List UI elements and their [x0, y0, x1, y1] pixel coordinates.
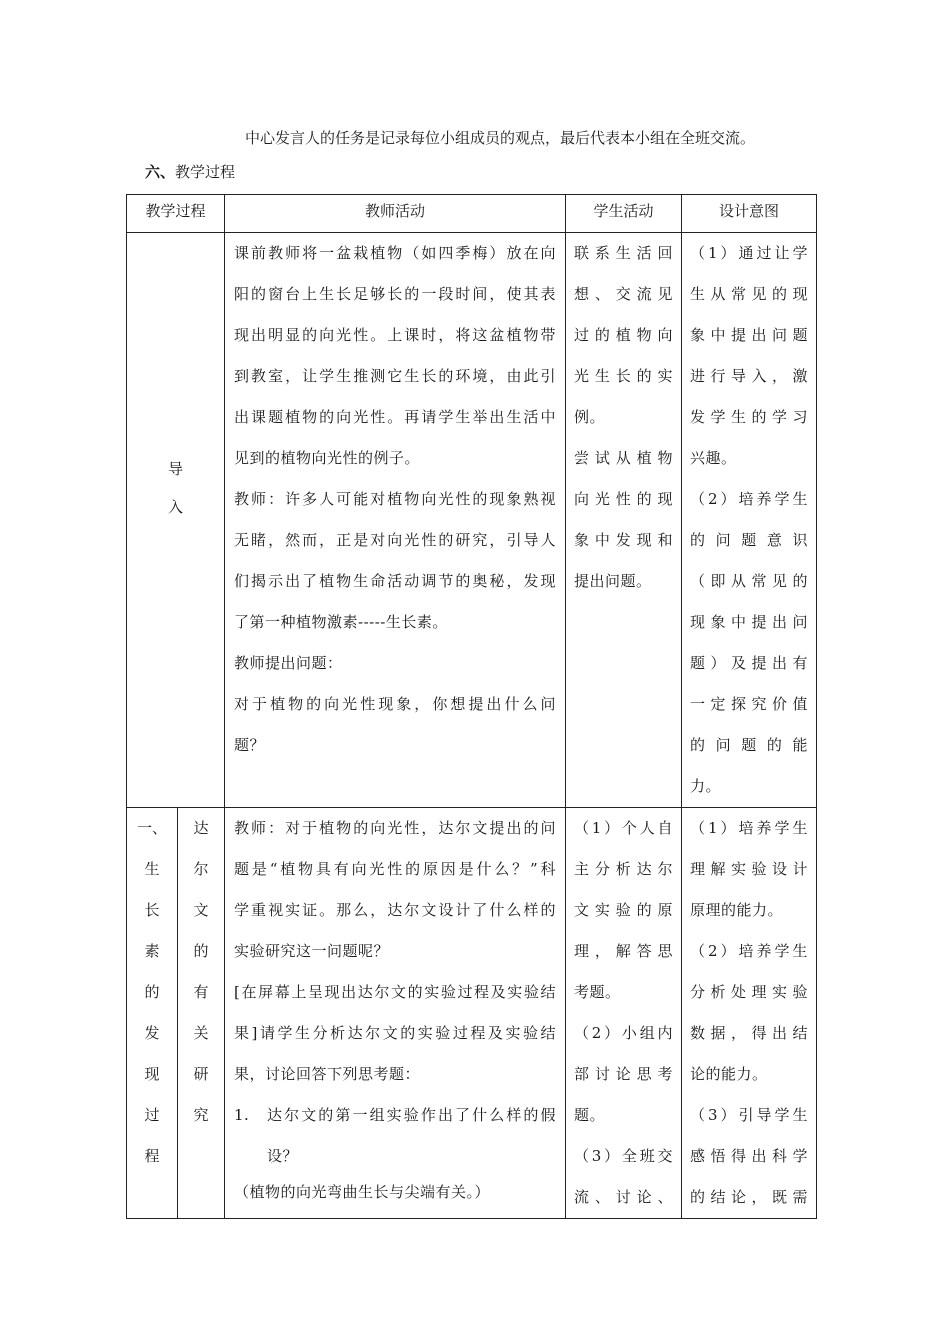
text-line: 果，讨论回答下列思考题：: [234, 1065, 421, 1083]
substage-char: 究: [193, 1106, 209, 1124]
text-line: 现象中提出问: [690, 613, 809, 631]
text-line: 尝试从植物: [574, 449, 674, 467]
substage-char: 尔: [193, 860, 209, 878]
text-line: 的结论，既需: [690, 1188, 809, 1206]
text-line: 发学生的学习: [690, 408, 809, 426]
stage-char: 发: [144, 1024, 160, 1042]
text-line: 文实验的原: [574, 901, 674, 919]
text-line: 提出问题。: [574, 572, 652, 590]
text-line: 理，解答思: [574, 942, 674, 960]
section-title: 教学过程: [175, 163, 236, 181]
substage-char: 关: [193, 1024, 209, 1042]
teacher-activity-darwin: [225, 808, 566, 1219]
text-line: 无睹，然而，正是对向光性的研究，引导人: [234, 531, 557, 549]
text-line: （3）引导学生: [690, 1106, 809, 1124]
header-design-intent: 设计意图: [682, 195, 817, 233]
text-line: 到教室，让学生推测它生长的环境，由此引: [234, 367, 557, 385]
text-line: 进行导入，激: [690, 367, 809, 385]
text-line: 象中发现和: [574, 531, 674, 549]
section-number: 六、: [145, 163, 176, 181]
text-line: 学重视实证。那么，达尔文设计了什么样的: [234, 901, 557, 919]
text-line: 论的能力。: [690, 1065, 768, 1083]
text-line: 例。: [574, 408, 606, 426]
text-line: 教师：许多人可能对植物向光性的现象熟视: [234, 490, 557, 508]
text-line: 流、讨论、: [574, 1188, 674, 1206]
text-line: （1）培养学生: [690, 819, 809, 837]
text-line: 想、交流见: [574, 285, 674, 303]
text-line: 题是“植物具有向光性的原因是什么？”科: [234, 860, 557, 878]
substage-char: 研: [193, 1065, 209, 1083]
table-row-auxin-discovery: [127, 808, 817, 1219]
text-line: 力。: [690, 777, 722, 795]
stage-char: 一、: [136, 819, 167, 837]
table-header-row: [127, 195, 817, 233]
answer-line: （植物的向光弯曲生长与尖端有关。）: [234, 1183, 491, 1201]
stage-char: 程: [144, 1147, 160, 1165]
text-line: 感悟得出科学: [690, 1147, 809, 1165]
teacher-activity-intro: [225, 233, 566, 808]
header-teacher-activity: 教师活动: [225, 195, 566, 233]
text-line: 果]请学生分析达尔文的实验过程及实验结: [234, 1024, 557, 1042]
question-item: [234, 1095, 556, 1177]
stage-introduction: [127, 233, 225, 808]
student-activity-intro: [566, 233, 682, 808]
header-student-activity: 学生活动: [566, 195, 682, 233]
text-line: 生从常见的现: [690, 285, 809, 303]
text-line: 一定探究价值: [690, 695, 809, 713]
text-line: 了第一种植物激素-----生长素。: [234, 613, 448, 631]
substage-darwin-research: [178, 808, 225, 1219]
text-line: 实验研究这一问题呢？: [234, 942, 390, 960]
design-intent-intro: [682, 233, 817, 808]
text-line: 们揭示出了植物生命活动调节的奥秘，发现: [234, 572, 557, 590]
text-line: （1）个人自: [574, 819, 674, 837]
teaching-process-table: [126, 194, 817, 1219]
text-line: 见到的植物向光性的例子。: [234, 449, 421, 467]
stage-char: 入: [168, 498, 184, 516]
text-line: （3）全班交: [574, 1147, 674, 1165]
stage-auxin-discovery: [127, 808, 178, 1219]
text-line: （2）小组内: [574, 1024, 674, 1042]
text-line: 兴趣。: [690, 449, 737, 467]
text-line: 对于植物的向光性现象，你想提出什么问: [234, 695, 557, 713]
stage-char: 生: [144, 860, 160, 878]
text-line: 题？: [234, 736, 266, 754]
header-stage: 教学过程: [127, 195, 225, 233]
design-intent-darwin: [682, 808, 817, 1219]
stage-char: 导: [168, 460, 184, 478]
text-line: 过的植物向: [574, 326, 674, 344]
text-line: 理解实验设计: [690, 860, 809, 878]
text-line: [在屏幕上呈现出达尔文的实验过程及实验结: [234, 983, 557, 1001]
text-line: 教师：对于植物的向光性，达尔文提出的问: [234, 819, 557, 837]
text-line: （2）培养学生: [690, 490, 809, 508]
text-line: 联系生活回: [574, 244, 674, 262]
text-line: （2）培养学生: [690, 942, 809, 960]
text-line: 向光性的现: [574, 490, 674, 508]
text-line: 阳的窗台上生长足够长的一段时间，使其表: [234, 285, 557, 303]
stage-char: 素: [144, 942, 160, 960]
text-line: 象中提出问题: [690, 326, 809, 344]
text-line: 现出明显的向光性。上课时，将这盆植物带: [234, 326, 557, 344]
text-line: 原理的能力。: [690, 901, 784, 919]
text-line: 数据，得出结: [690, 1024, 809, 1042]
text-line: 部讨论思考: [574, 1065, 674, 1083]
substage-char: 文: [193, 901, 209, 919]
text-line: 设？: [267, 1147, 299, 1165]
text-line: 的问题意识: [690, 531, 809, 549]
substage-char: 的: [193, 942, 209, 960]
text-line: 达尔文的第一组实验作出了什么样的假: [267, 1106, 557, 1124]
text-line: 题）及提出有: [690, 654, 809, 672]
text-line: 光生长的实: [574, 367, 674, 385]
substage-char: 达: [193, 819, 209, 837]
stage-char: 的: [144, 983, 160, 1001]
text-line: （1）通过让学: [690, 244, 809, 262]
stage-char: 过: [144, 1106, 160, 1124]
text-line: 课前教师将一盆栽植物（如四季梅）放在向: [234, 244, 557, 262]
text-line: 主分析达尔: [574, 860, 674, 878]
text-line: （即从常见的: [690, 572, 809, 590]
text-line: 考题。: [574, 983, 621, 1001]
student-activity-darwin: [566, 808, 682, 1219]
text-line: 出课题植物的向光性。再请学生举出生活中: [234, 408, 557, 426]
table-row-introduction: [127, 233, 817, 808]
text-line: 的问题的能: [690, 736, 809, 754]
text-line: 分析处理实验: [690, 983, 809, 1001]
stage-char: 长: [144, 901, 160, 919]
text-line: 题。: [574, 1106, 606, 1124]
intro-paragraph: 中心发言人的任务是记录每位小组成员的观点，最后代表本小组在全班交流。: [245, 129, 756, 147]
question-number: 1.: [234, 1106, 250, 1124]
section-heading: [145, 162, 235, 182]
text-line: 教师提出问题：: [234, 654, 343, 672]
stage-char: 现: [144, 1065, 160, 1083]
substage-char: 有: [193, 983, 209, 1001]
